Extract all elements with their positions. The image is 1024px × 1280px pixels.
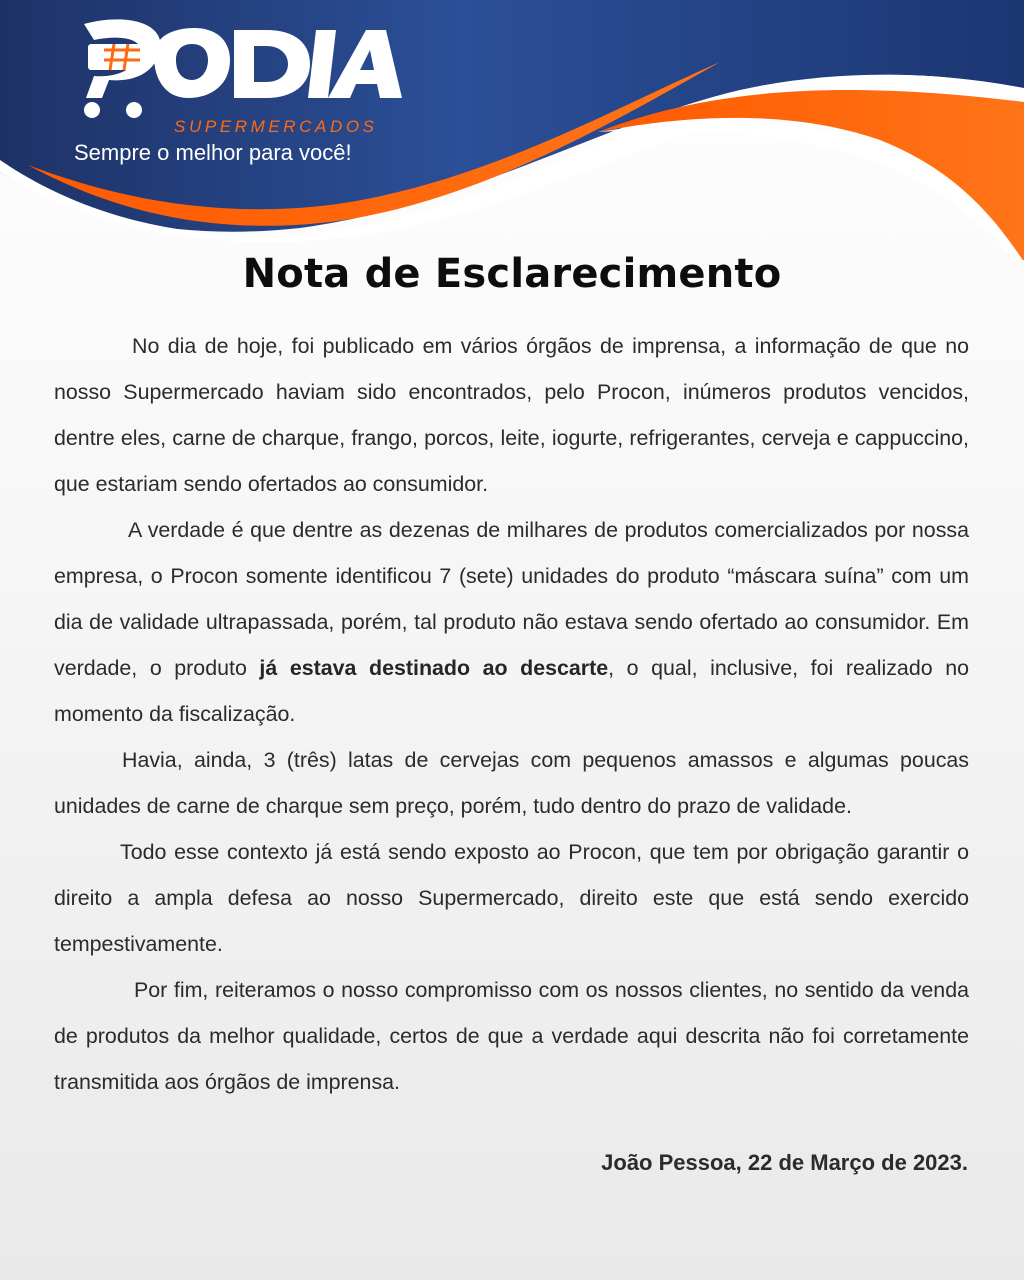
paragraph-2-text-start: A verdade é que dentre as dezenas de milhares de produtos comercializados por nossa empresa, o Procon somente identificou 7 (sete) unidades do produto “máscara suína” com um dia de validade ultrapassada, porém, tal produto não estava sendo ofertado ao consumidor. Em verdade, o produto	[54, 518, 969, 680]
paragraph-2-text-end: , o qual, inclusive, foi realizado no momento da fiscalização.	[54, 656, 969, 726]
logo-tagline: Sempre o melhor para você!	[74, 140, 352, 165]
logo-subtitle: SUPERMERCADOS	[174, 117, 378, 136]
dodia-logo-mark	[74, 14, 404, 124]
paragraph-2-bold-text: já estava destinado ao descarte	[259, 656, 609, 680]
paragraph-2	[54, 507, 969, 737]
paragraph-5: Por fim, reiteramos o nosso compromisso com os nossos clientes, no sentido da venda de produtos da melhor qualidade, certos de que a verdade aqui descrita não foi corretamente transmitida aos órgãos de imprensa.	[54, 978, 969, 1094]
document-body	[54, 323, 969, 1105]
brand-logo	[74, 14, 414, 164]
signature-date: João Pessoa, 22 de Março de 2023.	[601, 1150, 968, 1175]
paragraph-4: Todo esse contexto já está sendo exposto ao Procon, que tem por obrigação garantir o direito a ampla defesa ao nosso Supermercado, direito este que está sendo exercido tempestivamente.	[54, 840, 969, 956]
paragraph-1: No dia de hoje, foi publicado em vários órgãos de imprensa, a informação de que no nosso Supermercado haviam sido encontrados, pelo Procon, inúmeros produtos vencidos, dentre eles, carne de charque, frango, porcos, leite, iogurte, refrigerantes, cerveja e cappuccino, que estariam sendo ofertados ao consumidor.	[54, 334, 969, 496]
paragraph-3: Havia, ainda, 3 (três) latas de cervejas com pequenos amassos e algumas poucas unidades de carne de charque sem preço, porém, tudo dentro do prazo de validade.	[54, 748, 969, 818]
page-title: Nota de Esclarecimento	[242, 251, 782, 297]
